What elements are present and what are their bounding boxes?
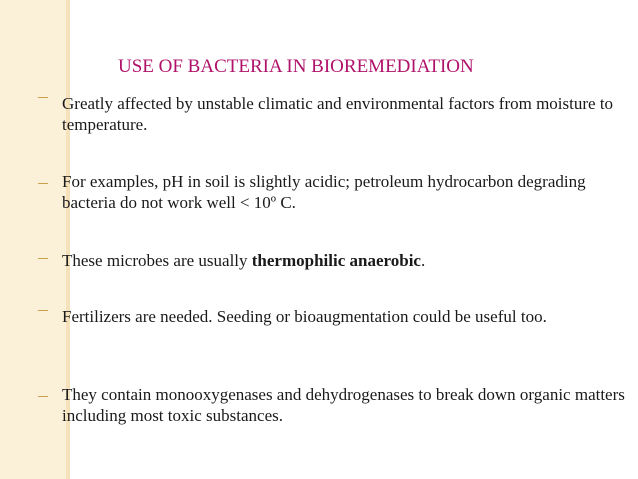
- bullet-item: [62, 306, 628, 327]
- bullet-item: [62, 250, 628, 271]
- bullet-text-before: These microbes are usually: [62, 251, 252, 270]
- slide-title: USE OF BACTERIA IN BIOREMEDIATION: [118, 56, 474, 77]
- bullet-text-after: .: [420, 251, 426, 270]
- bullet-marker-icon: [38, 183, 48, 184]
- bullet-text: They contain monooxygenases and dehydrogenases to break down organic matters including most toxic substances.: [62, 385, 625, 425]
- bullet-text: For examples, pH in soil is slightly acidic; petroleum hydrocarbon degrading bacteria do not work well < 10º C.: [62, 172, 586, 212]
- bullet-text: Greatly affected by unstable climatic and environmental factors from moisture to temperature.: [62, 94, 614, 134]
- bullet-item: [62, 93, 628, 135]
- bullet-marker-icon: [38, 97, 48, 98]
- bullet-item: [62, 171, 628, 213]
- bullet-bold-text: thermophilic anaerobic: [251, 251, 421, 270]
- bullet-text: Fertilizers are needed. Seeding or bioaugmentation could be useful too.: [62, 307, 547, 326]
- bullet-marker-icon: [38, 310, 48, 311]
- bullet-item: [62, 384, 628, 426]
- bullet-marker-icon: [38, 396, 48, 397]
- bullet-marker-icon: [38, 258, 48, 259]
